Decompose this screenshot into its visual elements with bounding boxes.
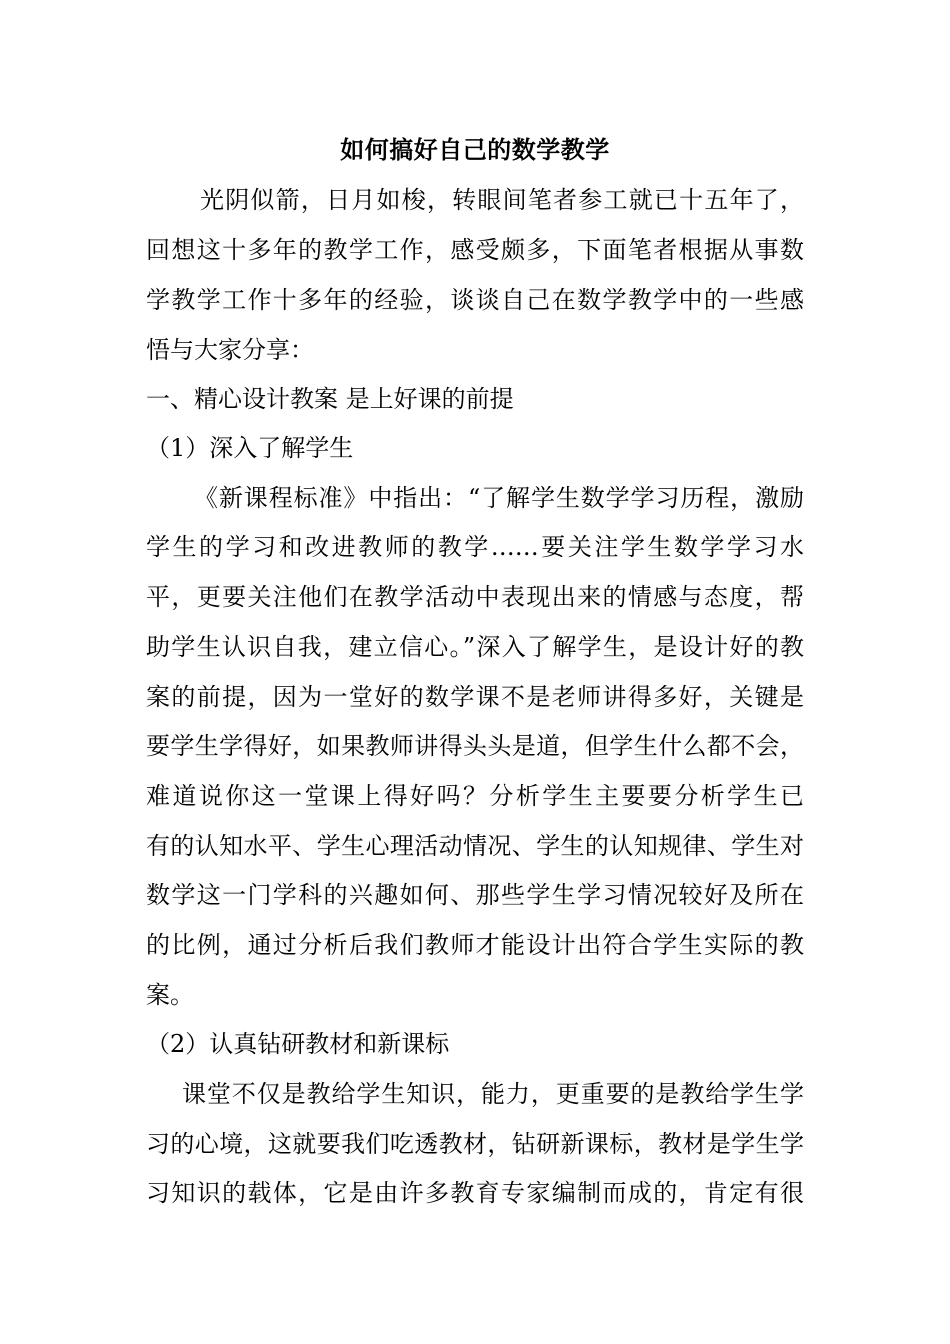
paragraph-line: 悟与大家分享：: [146, 336, 314, 364]
paragraph-line: 案。: [146, 981, 194, 1009]
paragraph-line: 的比例，通过分析后我们教师才能设计出符合学生实际的教: [146, 931, 804, 959]
paragraph-line: 要学生学得好，如果教师讲得头头是道，但学生什么都不会，: [146, 732, 804, 760]
paragraph-line: 课堂不仅是教给学生知识，能力，更重要的是教给学生学: [182, 1080, 804, 1108]
paragraph-line: 学教学工作十多年的经验，谈谈自己在数学教学中的一些感: [146, 286, 804, 314]
section-heading: 一、精心设计教案 是上好课的前提: [146, 385, 514, 413]
paragraph-line: 习的心境，这就要我们吃透教材，钻研新课标，教材是学生学: [146, 1130, 804, 1158]
paragraph-line: 数学这一门学科的兴趣如何、那些学生学习情况较好及所在: [146, 881, 804, 909]
paragraph-line: 光阴似箭，日月如梭，转眼间笔者参工就已十五年了，: [200, 186, 804, 214]
paragraph-line: 助学生认识自我，建立信心。”深入了解学生，是设计好的教: [146, 633, 804, 661]
paragraph-line: 有的认知水平、学生心理活动情况、学生的认知规律、学生对: [146, 832, 804, 860]
paragraph-line: 回想这十多年的教学工作，感受颇多，下面笔者根据从事数: [146, 236, 804, 264]
subsection-heading: （2）认真钻研教材和新课标: [146, 1030, 450, 1058]
paragraph-line: 《新课程标准》中指出：“了解学生数学学习历程，激励: [194, 484, 804, 512]
document-title: 如何搞好自己的数学教学: [340, 135, 610, 164]
subsection-heading: （1）深入了解学生: [146, 434, 354, 462]
paragraph-line: 案的前提，因为一堂好的数学课不是老师讲得多好，关键是: [146, 683, 804, 711]
paragraph-line: 学生的学习和改进教师的教学……要关注学生数学学习水: [146, 533, 804, 561]
paragraph-line: 习知识的载体，它是由许多教育专家编制而成的，肯定有很: [146, 1179, 804, 1207]
paragraph-line: 难道说你这一堂课上得好吗？分析学生主要要分析学生已: [146, 782, 804, 810]
paragraph-line: 平，更要关注他们在教学活动中表现出来的情感与态度，帮: [146, 583, 804, 611]
